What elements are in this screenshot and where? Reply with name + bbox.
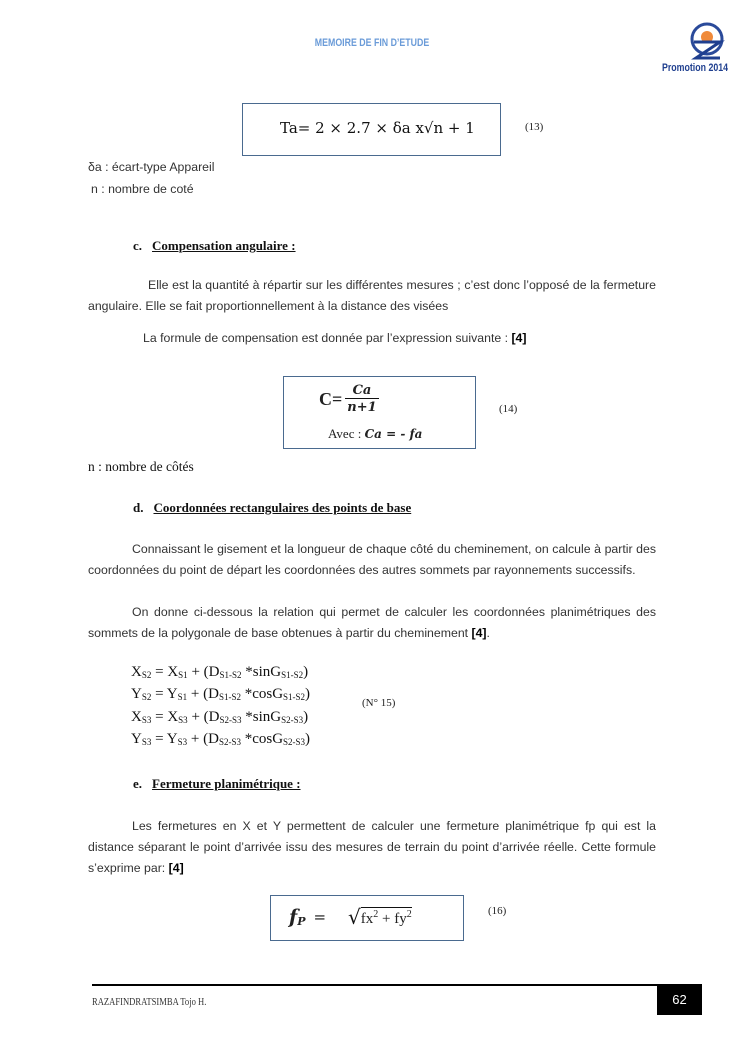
fp-subscript: P <box>297 914 306 928</box>
promotion-label: Promotion 2014 <box>662 62 729 74</box>
section-e-paragraph: Les fermetures en X et Y permettent de calculer une fermeture planimétrique fp qui est la distance séparant le point d’arrivée issu des mesures de terrain du point d’arrivée réelle. Cette formule s’exprime par: [4] <box>88 819 656 875</box>
page-number: 62 <box>657 985 702 1015</box>
section-d-paragraph-1: Connaissant le gisement et la longueur de chaque côté du cheminement, on calcule à partir des coordonnées du point de départ les coordonnées des autres sommets par rayonnements successifs. <box>88 542 656 577</box>
denominator: n+1 <box>347 400 377 415</box>
section-c-heading: c. Compensation angulaire : <box>133 238 296 253</box>
equation-13-box <box>242 103 501 156</box>
section-d-heading: d. Coordonnées rectangulaires des points de base <box>133 500 412 515</box>
equation-16-box <box>270 895 464 941</box>
sqrt-icon: √ <box>348 905 361 929</box>
numerator: Ca <box>352 383 372 398</box>
definition-n: n : nombre de coté <box>91 182 194 196</box>
equation-14-label: (14) <box>499 403 518 415</box>
equation-16 <box>289 905 412 929</box>
equation-13-label: (13) <box>525 121 544 133</box>
equation-15-line: $X_{S3} = X_{S3} + (D_{S2-S3}$ *sinG$_{S2-S3}$) <box>131 708 309 725</box>
definition-n-cotes: n : nombre de côtés <box>88 459 194 474</box>
equation-15-block <box>131 664 310 753</box>
equation-14-avec: Avec : Ca = - fa <box>328 426 423 441</box>
section-d-paragraph-2: On donne ci-dessous la relation qui permet de calculer les coordonnées planimétriques des sommets de la polygonale de base obtenues à partir du cheminement [4]. <box>88 605 656 640</box>
section-c-intro: La formule de compensation est donnée par l’expression suivante : [4] <box>143 331 527 345</box>
equation-15-line: $Y_{S3} = Y_{S3} + (D_{S2-S3}$ *cosG$_{S2-S3}$) <box>131 730 311 747</box>
equals: = <box>313 908 327 926</box>
equation-16-label: (16) <box>488 905 507 917</box>
footer-rule <box>92 984 702 986</box>
equation-15-line: $Y_{S2} = Y_{S1} + (D_{S1-S2}$ *cosG$_{S1-S2}$) <box>131 686 311 703</box>
equation-14 <box>319 383 379 415</box>
footer-author: RAZAFINDRATSIMBA Tojo H. <box>92 996 207 1008</box>
equation-13: Ta= 2 × 2.7 × δa x√n + 1 <box>280 119 475 137</box>
section-e-heading: e. Fermeture planimétrique : <box>133 776 301 791</box>
radicand: $fx^2 + fy^2$ <box>360 908 412 927</box>
fp-symbol: f <box>289 906 298 928</box>
equation-14-lhs: C= <box>319 388 343 409</box>
equation-15-label: (N° 15) <box>362 697 396 709</box>
fraction <box>345 383 378 415</box>
header-title: MEMOIRE DE FIN D’ETUDE <box>314 37 430 49</box>
section-c-paragraph: Elle est la quantité à répartir sur les différentes mesures ; c’est donc l’opposé de la fermeture angulaire. Elle se fait proportionnellement à la distance des visées <box>88 278 656 313</box>
definition-delta: δa : écart-type Appareil <box>88 160 215 174</box>
equation-15-line: $X_{S2} = X_{S1} + (D_{S1-S2}$ *sinG$_{S1-S2}$) <box>131 664 309 680</box>
equation-14-box <box>283 376 476 449</box>
school-logo <box>682 22 732 62</box>
